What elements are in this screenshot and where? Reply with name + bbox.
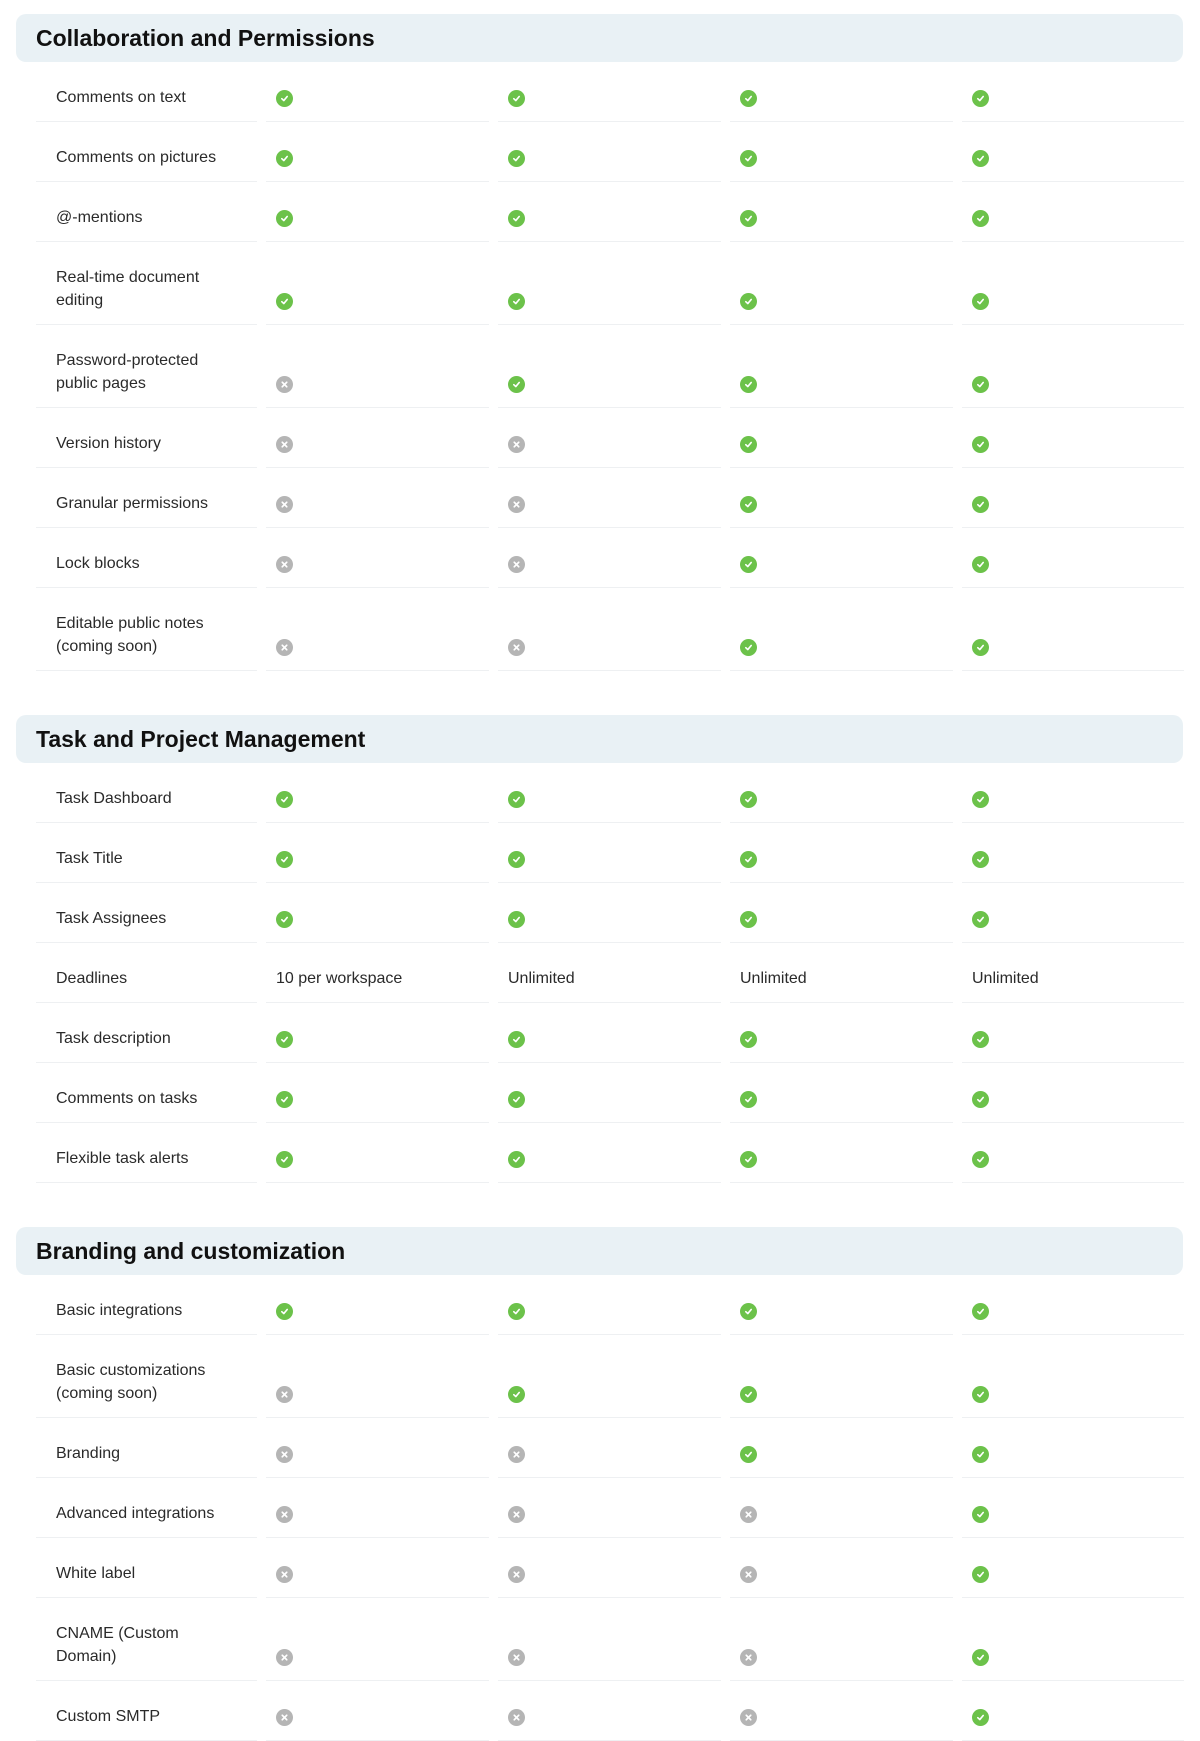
check-circle-icon [276,791,293,808]
feature-label-text: Task Dashboard [56,790,172,807]
plan-cell [266,1538,489,1598]
feature-label-text: Basic integrations [56,1302,183,1319]
check-circle-icon [508,210,525,227]
check-circle-icon [740,90,757,107]
plan-cell [498,1063,721,1123]
plan-cell [498,1123,721,1183]
table-row [36,588,1183,671]
plan-cell [730,408,953,468]
check-circle-icon [508,1386,525,1403]
table-row [36,823,1183,883]
check-circle-icon [972,210,989,227]
plan-cell [498,242,721,325]
cross-circle-icon [508,1566,525,1583]
feature-label-text: CNAME (Custom Domain) [56,1625,179,1665]
feature-label [36,823,257,883]
plan-cell [730,62,953,122]
check-circle-icon [972,1031,989,1048]
plan-cell [498,1598,721,1681]
feature-label-text: Comments on pictures [56,149,217,166]
plan-cell [962,182,1184,242]
plan-cell [962,122,1184,182]
table-row [36,182,1183,242]
plan-cell [498,1335,721,1418]
feature-label-text: White label [56,1565,136,1582]
plan-cell [266,1478,489,1538]
plan-cell [266,182,489,242]
plan-cell [498,325,721,408]
plan-cell [730,1123,953,1183]
feature-label-text: Advanced integrations [56,1505,215,1522]
plan-cell [730,1598,953,1681]
feature-label-text: Comments on tasks [56,1090,198,1107]
cross-circle-icon [276,639,293,656]
table-row [36,1681,1183,1741]
section-rows [16,763,1183,1183]
check-circle-icon [972,1709,989,1726]
feature-label [36,408,257,468]
check-circle-icon [740,851,757,868]
feature-label-text: Password-protected public pages [56,352,199,392]
feature-label [36,1681,257,1741]
check-circle-icon [740,791,757,808]
feature-label [36,1418,257,1478]
table-row [36,1063,1183,1123]
plan-cell [962,528,1184,588]
plan-cell [962,408,1184,468]
cross-circle-icon [276,376,293,393]
feature-label-text: Editable public notes (coming soon) [56,615,204,655]
plan-cell [498,1478,721,1538]
feature-label [36,763,257,823]
check-circle-icon [972,1151,989,1168]
plan-cell [962,325,1184,408]
check-circle-icon [740,1446,757,1463]
section-header [16,14,1183,62]
cross-circle-icon [508,1446,525,1463]
plan-cell [266,763,489,823]
check-circle-icon [276,911,293,928]
plan-cell [962,1003,1184,1063]
feature-label-text: Real-time document editing [56,269,200,309]
check-circle-icon [972,1506,989,1523]
plan-cell [498,1681,721,1741]
plan-cell [730,1418,953,1478]
check-circle-icon [276,90,293,107]
plan-cell [266,122,489,182]
plan-cell [730,1681,953,1741]
check-circle-icon [740,150,757,167]
feature-label [36,1275,257,1335]
plan-cell [730,528,953,588]
feature-label [36,325,257,408]
feature-label [36,1003,257,1063]
plan-cell [730,1335,953,1418]
plan-value-text: Unlimited [740,970,807,987]
plan-cell [730,823,953,883]
section-header [16,715,1183,763]
plan-cell [266,1003,489,1063]
check-circle-icon [508,376,525,393]
check-circle-icon [508,150,525,167]
table-row [36,325,1183,408]
check-circle-icon [972,1649,989,1666]
plan-cell [498,468,721,528]
check-circle-icon [276,1303,293,1320]
check-circle-icon [972,1091,989,1108]
check-circle-icon [972,911,989,928]
check-circle-icon [972,1303,989,1320]
table-row [36,1275,1183,1335]
check-circle-icon [740,1386,757,1403]
check-circle-icon [508,1303,525,1320]
table-row [36,242,1183,325]
feature-label [36,943,257,1003]
check-circle-icon [972,293,989,310]
check-circle-icon [972,1566,989,1583]
plan-cell [266,1681,489,1741]
check-circle-icon [740,1151,757,1168]
check-circle-icon [740,911,757,928]
plan-cell [498,62,721,122]
plan-cell [498,528,721,588]
check-circle-icon [508,1031,525,1048]
check-circle-icon [508,1091,525,1108]
plan-cell [266,823,489,883]
table-row [36,528,1183,588]
feature-label-text: Branding [56,1445,121,1462]
check-circle-icon [740,639,757,656]
feature-label [36,122,257,182]
table-row [36,1003,1183,1063]
check-circle-icon [972,1386,989,1403]
check-circle-icon [740,556,757,573]
cross-circle-icon [508,556,525,573]
plan-cell [962,1123,1184,1183]
feature-label-text: Custom SMTP [56,1708,161,1725]
feature-label [36,528,257,588]
plan-cell [730,325,953,408]
plan-cell [962,1538,1184,1598]
plan-cell [730,468,953,528]
plan-cell [266,325,489,408]
check-circle-icon [276,1151,293,1168]
table-row [36,763,1183,823]
cross-circle-icon [508,639,525,656]
plan-cell [266,62,489,122]
cross-circle-icon [276,1649,293,1666]
check-circle-icon [276,1031,293,1048]
plan-cell [266,468,489,528]
check-circle-icon [508,90,525,107]
check-circle-icon [740,496,757,513]
plan-cell [962,468,1184,528]
feature-label-text: Lock blocks [56,555,140,572]
check-circle-icon [972,90,989,107]
table-row [36,1335,1183,1418]
plan-cell [266,883,489,943]
plan-cell [730,883,953,943]
feature-label [36,62,257,122]
plan-cell [498,823,721,883]
check-circle-icon [972,639,989,656]
plan-cell [266,242,489,325]
plan-cell [962,823,1184,883]
plan-cell [962,1335,1184,1418]
plan-cell [730,588,953,671]
plan-value-text: Unlimited [972,970,1039,987]
check-circle-icon [276,210,293,227]
plan-cell [498,883,721,943]
plan-cell [962,1598,1184,1681]
check-circle-icon [276,293,293,310]
cross-circle-icon [740,1649,757,1666]
feature-label [36,1063,257,1123]
section [16,1227,1183,1741]
plan-cell [266,943,489,1003]
table-row [36,943,1183,1003]
plan-cell [266,1275,489,1335]
plan-cell [730,1003,953,1063]
feature-label [36,588,257,671]
plan-value-text: Unlimited [508,970,575,987]
plan-cell [730,242,953,325]
table-row [36,1598,1183,1681]
feature-label [36,883,257,943]
section-rows [16,62,1183,671]
section [16,14,1183,671]
cross-circle-icon [276,1386,293,1403]
feature-label-text: Basic customizations (coming soon) [56,1362,206,1402]
plan-cell [266,1123,489,1183]
plan-cell [962,1275,1184,1335]
feature-label [36,242,257,325]
check-circle-icon [276,150,293,167]
plan-cell [498,943,721,1003]
feature-label [36,1123,257,1183]
section-rows [16,1275,1183,1741]
plan-cell [266,408,489,468]
cross-circle-icon [276,1446,293,1463]
plan-cell [498,408,721,468]
plan-cell [730,122,953,182]
feature-label-text: Version history [56,435,161,452]
feature-label [36,1478,257,1538]
plan-cell [962,883,1184,943]
feature-label [36,468,257,528]
check-circle-icon [740,293,757,310]
table-row [36,1123,1183,1183]
plan-cell [498,763,721,823]
table-row [36,62,1183,122]
table-row [36,1478,1183,1538]
cross-circle-icon [276,496,293,513]
check-circle-icon [508,911,525,928]
section-header [16,1227,1183,1275]
plan-cell [962,943,1184,1003]
section-title: Collaboration and Permissions [36,24,375,51]
check-circle-icon [972,791,989,808]
cross-circle-icon [508,436,525,453]
plan-cell [498,182,721,242]
plan-cell [730,1478,953,1538]
plan-cell [266,1418,489,1478]
check-circle-icon [740,376,757,393]
check-circle-icon [508,293,525,310]
check-circle-icon [972,556,989,573]
plan-cell [962,62,1184,122]
table-row [36,468,1183,528]
check-circle-icon [972,436,989,453]
plan-cell [498,122,721,182]
plan-cell [962,1418,1184,1478]
check-circle-icon [740,1303,757,1320]
feature-label [36,1538,257,1598]
cross-circle-icon [508,1709,525,1726]
plan-cell [266,1335,489,1418]
plan-cell [962,763,1184,823]
table-row [36,1418,1183,1478]
check-circle-icon [508,791,525,808]
plan-cell [498,1418,721,1478]
cross-circle-icon [508,1506,525,1523]
plan-cell [730,1275,953,1335]
plan-cell [498,588,721,671]
feature-label-text: Deadlines [56,970,128,987]
check-circle-icon [508,1151,525,1168]
cross-circle-icon [508,1649,525,1666]
cross-circle-icon [740,1709,757,1726]
check-circle-icon [972,376,989,393]
feature-label [36,1335,257,1418]
check-circle-icon [276,851,293,868]
plan-cell [266,1063,489,1123]
table-row [36,408,1183,468]
section [16,715,1183,1183]
plan-cell [962,1478,1184,1538]
cross-circle-icon [276,1506,293,1523]
plan-value-text: 10 per workspace [276,970,403,987]
section-title: Task and Project Management [36,725,366,752]
plan-cell [962,1063,1184,1123]
section-title: Branding and customization [36,1237,346,1264]
feature-label [36,1598,257,1681]
check-circle-icon [740,1091,757,1108]
plan-cell [962,1681,1184,1741]
table-row [36,122,1183,182]
cross-circle-icon [276,1566,293,1583]
plan-cell [962,588,1184,671]
feature-label-text: Task Title [56,850,123,867]
plan-cell [730,943,953,1003]
check-circle-icon [508,851,525,868]
feature-label-text: Task description [56,1030,171,1047]
feature-label-text: @-mentions [56,209,143,226]
feature-label-text: Granular permissions [56,495,209,512]
cross-circle-icon [508,496,525,513]
feature-label-text: Comments on text [56,89,186,106]
plan-cell [266,588,489,671]
table-row [36,1538,1183,1598]
cross-circle-icon [276,436,293,453]
check-circle-icon [972,150,989,167]
check-circle-icon [972,496,989,513]
feature-label [36,182,257,242]
cross-circle-icon [276,1709,293,1726]
check-circle-icon [740,1031,757,1048]
check-circle-icon [276,1091,293,1108]
check-circle-icon [740,210,757,227]
plan-cell [498,1275,721,1335]
plan-cell [730,182,953,242]
plan-cell [266,528,489,588]
check-circle-icon [972,851,989,868]
plan-cell [498,1003,721,1063]
cross-circle-icon [740,1566,757,1583]
plan-cell [730,1063,953,1123]
cross-circle-icon [276,556,293,573]
plan-cell [266,1598,489,1681]
check-circle-icon [740,436,757,453]
check-circle-icon [972,1446,989,1463]
plan-cell [730,1538,953,1598]
feature-label-text: Task Assignees [56,910,167,927]
table-row [36,883,1183,943]
plan-cell [730,763,953,823]
feature-label-text: Flexible task alerts [56,1150,189,1167]
plan-cell [498,1538,721,1598]
plan-cell [962,242,1184,325]
cross-circle-icon [740,1506,757,1523]
